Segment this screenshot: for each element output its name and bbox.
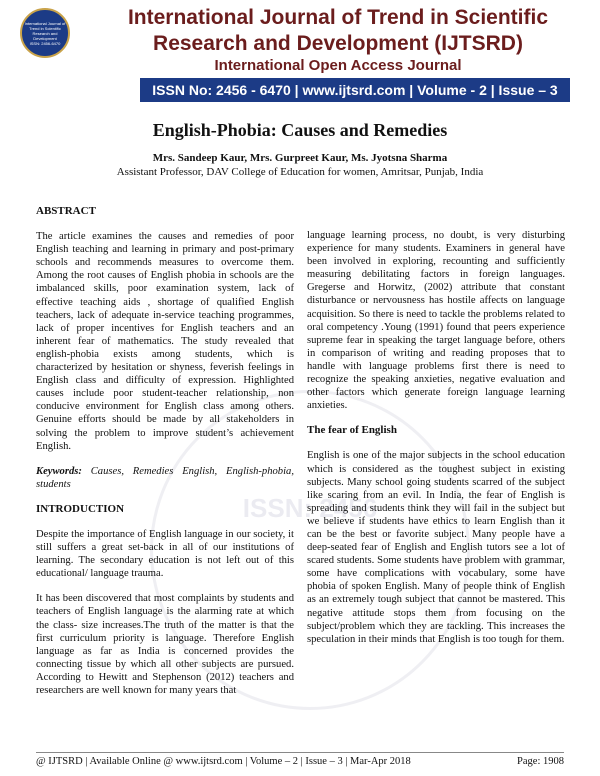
keywords-text: Causes, Remedies English, English-phobia, students: [36, 465, 294, 490]
journal-header: [0, 0, 600, 108]
page-footer: [36, 756, 564, 767]
journal-logo: [20, 8, 70, 58]
journal-title-line1: International Journal of Trend in Scientific: [127, 6, 549, 29]
footer-left: @ IJTSRD | Available Online @ www.ijtsrd.com | Volume – 2 | Issue – 3 | Mar-Apr 2018: [36, 756, 411, 767]
abstract-heading: ABSTRACT: [36, 205, 96, 217]
paper-title: English-Phobia: Causes and Remedies: [152, 120, 448, 140]
footer-page-number: Page: 1908: [517, 756, 564, 767]
watermark: ISSN: 2456: [150, 390, 470, 710]
journal-title-line2: Research and Development (IJTSRD): [153, 32, 523, 55]
left-column: [36, 205, 294, 709]
footer-divider: [36, 752, 564, 753]
keywords: [36, 465, 294, 491]
keywords-label: Keywords:: [36, 465, 82, 477]
logo-issn: ISSN: 2456-6470: [29, 40, 61, 46]
right-column: [307, 229, 565, 658]
right-paragraph-2: English is one of the major subjects in the school education which is considered as the toughest subject in existing subjects. Many school going students scarred of the subject like scaring from an evil. In India, the fear of English is spreading and students think they will fail in the subject but we believe if students have ethics to learn English than it can be the best or favorite subject. Many people have a deep-seated fear of English and English tutors see a lot of scared students. Some students have problem with grammar, some have complications with vocabulary, some have phobia of spoken English. Many of people think of English as an extremely tough subject that cannot be mastered. This negative attitude stops them from focusing on the subject/problem which they are tackling. This increases the speculation in their minds that English is too tough for them.: [307, 450, 565, 645]
introduction-paragraph-1: Despite the importance of English language in our society, it still suffers a great set-back in all of our institutions of learning. The secondary education is not left out of this educational/ language trauma.: [36, 528, 294, 580]
abstract-text: The article examines the causes and remedies of poor English teaching and learning in primary and post-primary schools and recommends measures to overcome them. Among the root causes of English phobia in schools are the imbalanced skills, poor examination system, lack of effective teaching aids , shortage of qualified English teachers, lack of adequate in-service teaching programmes, lack of proper incentives for English teachers and an inherent fear of mathematics. The study revealed that english-phobia exists among students, which is characterized by hesitation or shyness, feverish feelings in English class and difficulty of expression. Highlighted causes include poor student-teacher relationship, non conducive environment for English class among others. Genuine efforts should be made by all stakeholders in solving the problem to improve student’s achievement English.: [36, 231, 294, 452]
open-access-label: International Open Access Journal: [214, 57, 462, 74]
paper-affiliation: Assistant Professor, DAV College of Education for women, Amritsar, Punjab, India: [116, 166, 484, 178]
issn-bar: ISSN No: 2456 - 6470 | www.ijtsrd.com | Volume - 2 | Issue – 3: [140, 78, 570, 102]
right-paragraph-1: language learning process, no doubt, is very disturbing experience for many students. Examiners in general have been involved in exploring, recounting and sufficiently measuring debilitating factors in foreign languages. Gregerse and Horwitz, (2002) attribute that constant disturbance or nervousness has hostile affects on language acquisition. So there is need to tackle the problems related to oral competency .Young (1991) found that peers experience supreme fear in speaking the target language before, others in comparison of writing and reading proposes that to handle with language problems first there is need to recognize the speaking anxieties, negative evaluation and other factors which generate foreign language learning anxieties.: [307, 230, 566, 412]
introduction-paragraph-2: It has been discovered that most complaints by students and teachers of English language is the alarming rate at which the class- size increases.The truth of the matter is that the first curriculum priority is language. Therefore English language as far as India is concerned provides the connecting tissue by which all other subjects are pursued. According to Hewitt and Stephenson (2012) teachers and researchers are well known for many years that: [36, 593, 294, 696]
introduction-heading: INTRODUCTION: [36, 502, 125, 515]
fear-of-english-heading: The fear of English: [307, 424, 397, 437]
logo-text: International Journal of Trend in Scientific Research and Development: [24, 20, 66, 41]
paper-authors: Mrs. Sandeep Kaur, Mrs. Gurpreet Kaur, Ms. Jyotsna Sharma: [152, 152, 448, 164]
